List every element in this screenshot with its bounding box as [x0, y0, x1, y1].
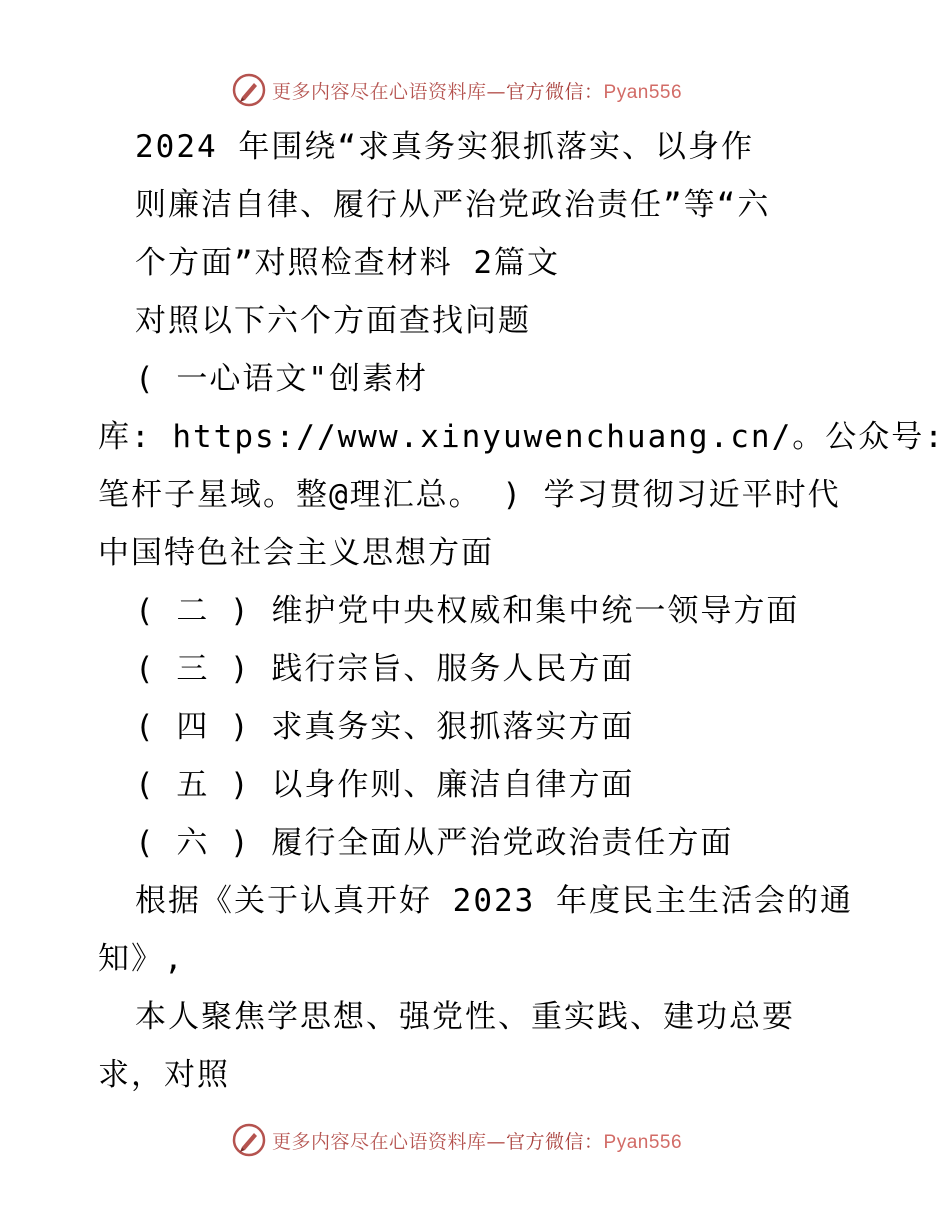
banner-dash: — [486, 1130, 507, 1153]
doc-line-12: ( 五 ) 以身作则、廉洁自律方面 [135, 767, 635, 803]
doc-line-17: 求，对照 [98, 1057, 230, 1093]
banner-wechat-id: Pyan556 [603, 1131, 683, 1153]
doc-line-7: 笔杆子星域。整@理汇总。 ) 学习贯彻习近平时代 [98, 477, 841, 513]
doc-line-3: 个方面”对照检查材料 2篇文 [135, 245, 560, 281]
doc-line-8: 中国特色社会主义思想方面 [98, 535, 494, 571]
doc-line-1: 2024 年围绕“求真务实狠抓落实、以身作 [135, 129, 754, 165]
banner-wechat-id: Pyan556 [603, 81, 683, 103]
footer-watermark-banner [232, 1120, 682, 1160]
header-watermark-banner [232, 70, 682, 110]
doc-line-10: ( 三 ) 践行宗旨、服务人民方面 [135, 651, 635, 687]
pen-logo-icon [232, 73, 266, 107]
doc-line-5: ( 一心语文"创素材 [135, 361, 428, 397]
banner-brand: 更多内容尽在心语资料库 [272, 1130, 487, 1153]
doc-line-15: 知》, [98, 941, 185, 977]
doc-line-11: ( 四 ) 求真务实、狠抓落实方面 [135, 709, 635, 745]
banner-text [272, 1127, 682, 1154]
doc-line-6: 库: https://www.xinyuwenchuang.cn/。公众号: [98, 419, 945, 455]
doc-line-13: ( 六 ) 履行全面从严治党政治责任方面 [135, 825, 734, 861]
banner-text [272, 77, 682, 104]
doc-line-16: 本人聚焦学思想、强党性、重实践、建功总要 [135, 999, 795, 1035]
doc-line-14: 根据《关于认真开好 2023 年度民主生活会的通 [135, 883, 853, 919]
doc-line-4: 对照以下六个方面查找问题 [135, 303, 531, 339]
banner-brand: 更多内容尽在心语资料库 [272, 80, 487, 103]
banner-wechat-label: 官方微信： [506, 1130, 604, 1153]
doc-line-9: ( 二 ) 维护党中央权威和集中统一领导方面 [135, 593, 800, 629]
doc-line-2: 则廉洁自律、履行从严治党政治责任”等“六 [135, 187, 771, 223]
banner-wechat-label: 官方微信： [506, 80, 604, 103]
pen-logo-icon [232, 1123, 266, 1157]
banner-dash: — [486, 80, 507, 103]
